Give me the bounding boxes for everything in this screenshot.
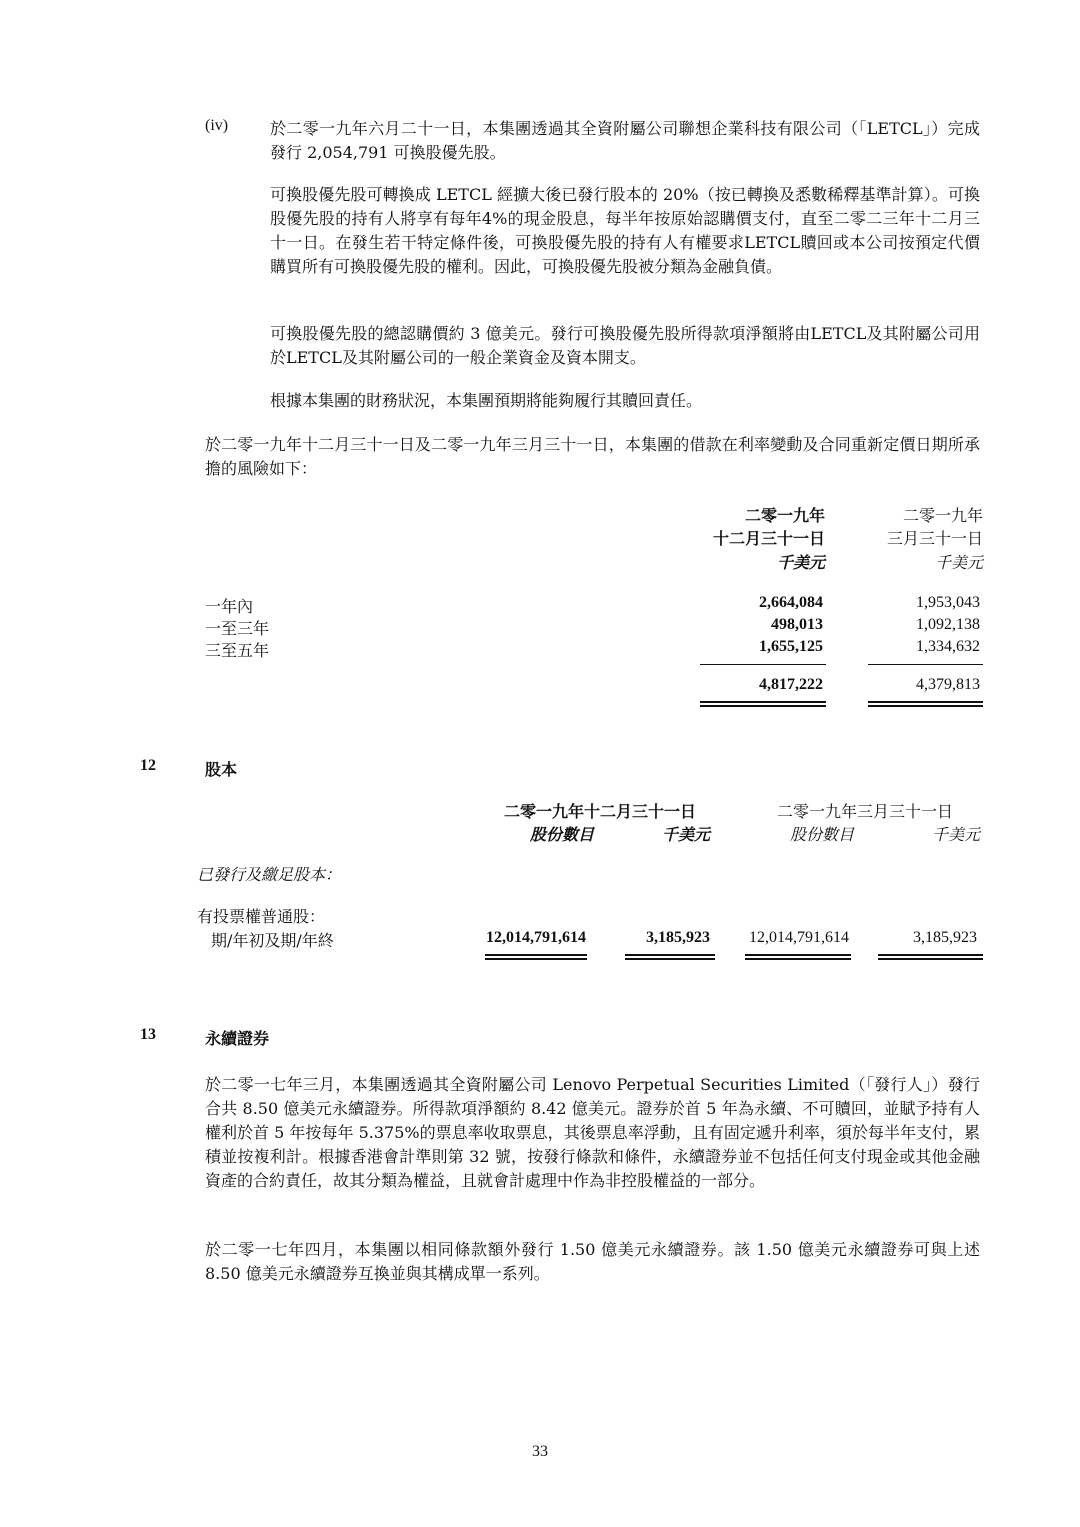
- share-double-rule: [878, 954, 983, 960]
- note-iv-paragraph-3: 可換股優先股的總認購價約 3 億美元。發行可換股優先股所得款項淨額將由LETCL及其附屬公司用於LETCL及其附屬公司的一般企業資金及資本開支。: [270, 324, 980, 367]
- issued-capital-subheading: 已發行及繳足股本：: [197, 865, 342, 884]
- usd-col-label: 千美元: [931, 825, 980, 844]
- table-row-value-mar: 1,092,138: [916, 616, 980, 633]
- shares-col-label: 股份數目: [529, 825, 594, 844]
- note-marker: (iv): [205, 117, 229, 134]
- section-number: 13: [140, 1026, 156, 1043]
- col2-header-year: 二零一九年: [902, 506, 983, 525]
- perpetual-paragraph-2: 於二零一七年四月，本集團以相同條款額外發行 1.50 億美元永續證券。該 1.50 億美元永續證券可與上述 8.50 億美元永續證券互換並與其構成單一系列。: [205, 1240, 980, 1283]
- interest-intro-paragraph: 於二零一九年十二月三十一日及二零一九年三月三十一日，本集團的借款在利率變動及合同重新定價日期所承擔的風險如下：: [205, 435, 980, 478]
- table-row-value-mar: 1,953,043: [916, 594, 980, 611]
- opening-closing-label: 期/年初及期/年終: [211, 931, 334, 950]
- table-row-value-dec: 1,655,125: [759, 638, 823, 655]
- ordinary-shares-label: 有投票權普通股：: [197, 907, 326, 926]
- share-period-1-header: 二零一九年十二月三十一日: [503, 802, 696, 821]
- table-row-value-mar: 1,334,632: [916, 638, 980, 655]
- table-row-value-dec: 498,013: [771, 616, 823, 633]
- col2-header-unit: 千美元: [934, 553, 983, 572]
- share-value-dec: 3,185,923: [646, 929, 710, 946]
- share-double-rule: [625, 954, 715, 960]
- table-total-mar: 4,379,813: [916, 676, 980, 693]
- total-double-rule-dec: [700, 701, 826, 707]
- col2-header-date: 三月三十一日: [886, 529, 983, 548]
- col1-header-year: 二零一九年: [744, 506, 825, 525]
- share-value-mar: 3,185,923: [913, 929, 977, 946]
- section-title: 股本: [205, 760, 238, 779]
- subtotal-rule-dec: [700, 664, 826, 665]
- note-iv-paragraph-4: 根據本集團的財務狀況，本集團預期將能夠履行其贖回責任。: [270, 391, 703, 410]
- share-period-2-header: 二零一九年三月三十一日: [776, 802, 953, 821]
- section-number: 12: [140, 757, 156, 774]
- table-row-label: 三至五年: [205, 641, 270, 660]
- subtotal-rule-mar: [868, 664, 983, 665]
- table-row-value-dec: 2,664,084: [759, 594, 823, 611]
- table-total-dec: 4,817,222: [759, 676, 823, 693]
- perpetual-paragraph-1: 於二零一七年三月，本集團透過其全資附屬公司 Lenovo Perpetual Securities Limited（「發行人」）發行合共 8.50 億美元永續證券。所得款項淨額約 8.42 億美元。證券於首 5 年為永續、不可贖回，並賦予持有人權利於首 5 年按每年 5.375%的票息率收取票息，其後票息率浮動，且有固定遞升利率，須於每半年支付，累積並按複利計。根據香港會計準則第 32 號，按發行條款和條件，永續證券並不包括任何支付現金或其他金融資產的合約責任，故其分類為權益，且就會計處理中作為非控股權益的一部分。: [205, 1075, 980, 1190]
- share-double-rule: [745, 954, 851, 960]
- share-count-mar: 12,014,791,614: [749, 929, 849, 946]
- table-row-label: 一年內: [205, 597, 254, 616]
- page-number: 33: [532, 1443, 548, 1460]
- col1-header-unit: 千美元: [776, 553, 825, 572]
- share-count-dec: 12,014,791,614: [486, 929, 586, 946]
- col1-header-date: 十二月三十一日: [712, 529, 825, 548]
- usd-col-label: 千美元: [661, 825, 710, 844]
- note-iv-paragraph-2: 可換股優先股可轉換成 LETCL 經擴大後已發行股本的 20%（按已轉換及悉數稀釋基準計算）。可換股優先股的持有人將享有每年4%的現金股息，每半年按原始認購價支付，直至二零二三年十二月三十一日。在發生若干特定條件後，可換股優先股的持有人有權要求LETCL贖回或本公司按預定代價購買所有可換股優先股的權利。因此，可換股優先股被分類為金融負債。: [270, 185, 980, 276]
- section-title: 永續證券: [205, 1029, 270, 1048]
- shares-col-label: 股份數目: [789, 825, 854, 844]
- share-double-rule: [485, 954, 587, 960]
- note-iv-paragraph-1: 於二零一九年六月二十一日，本集團透過其全資附屬公司聯想企業科技有限公司（「LETCL」）完成發行 2,054,791 可換股優先股。: [270, 119, 980, 162]
- table-row-label: 一至三年: [205, 619, 270, 638]
- total-double-rule-mar: [868, 701, 983, 707]
